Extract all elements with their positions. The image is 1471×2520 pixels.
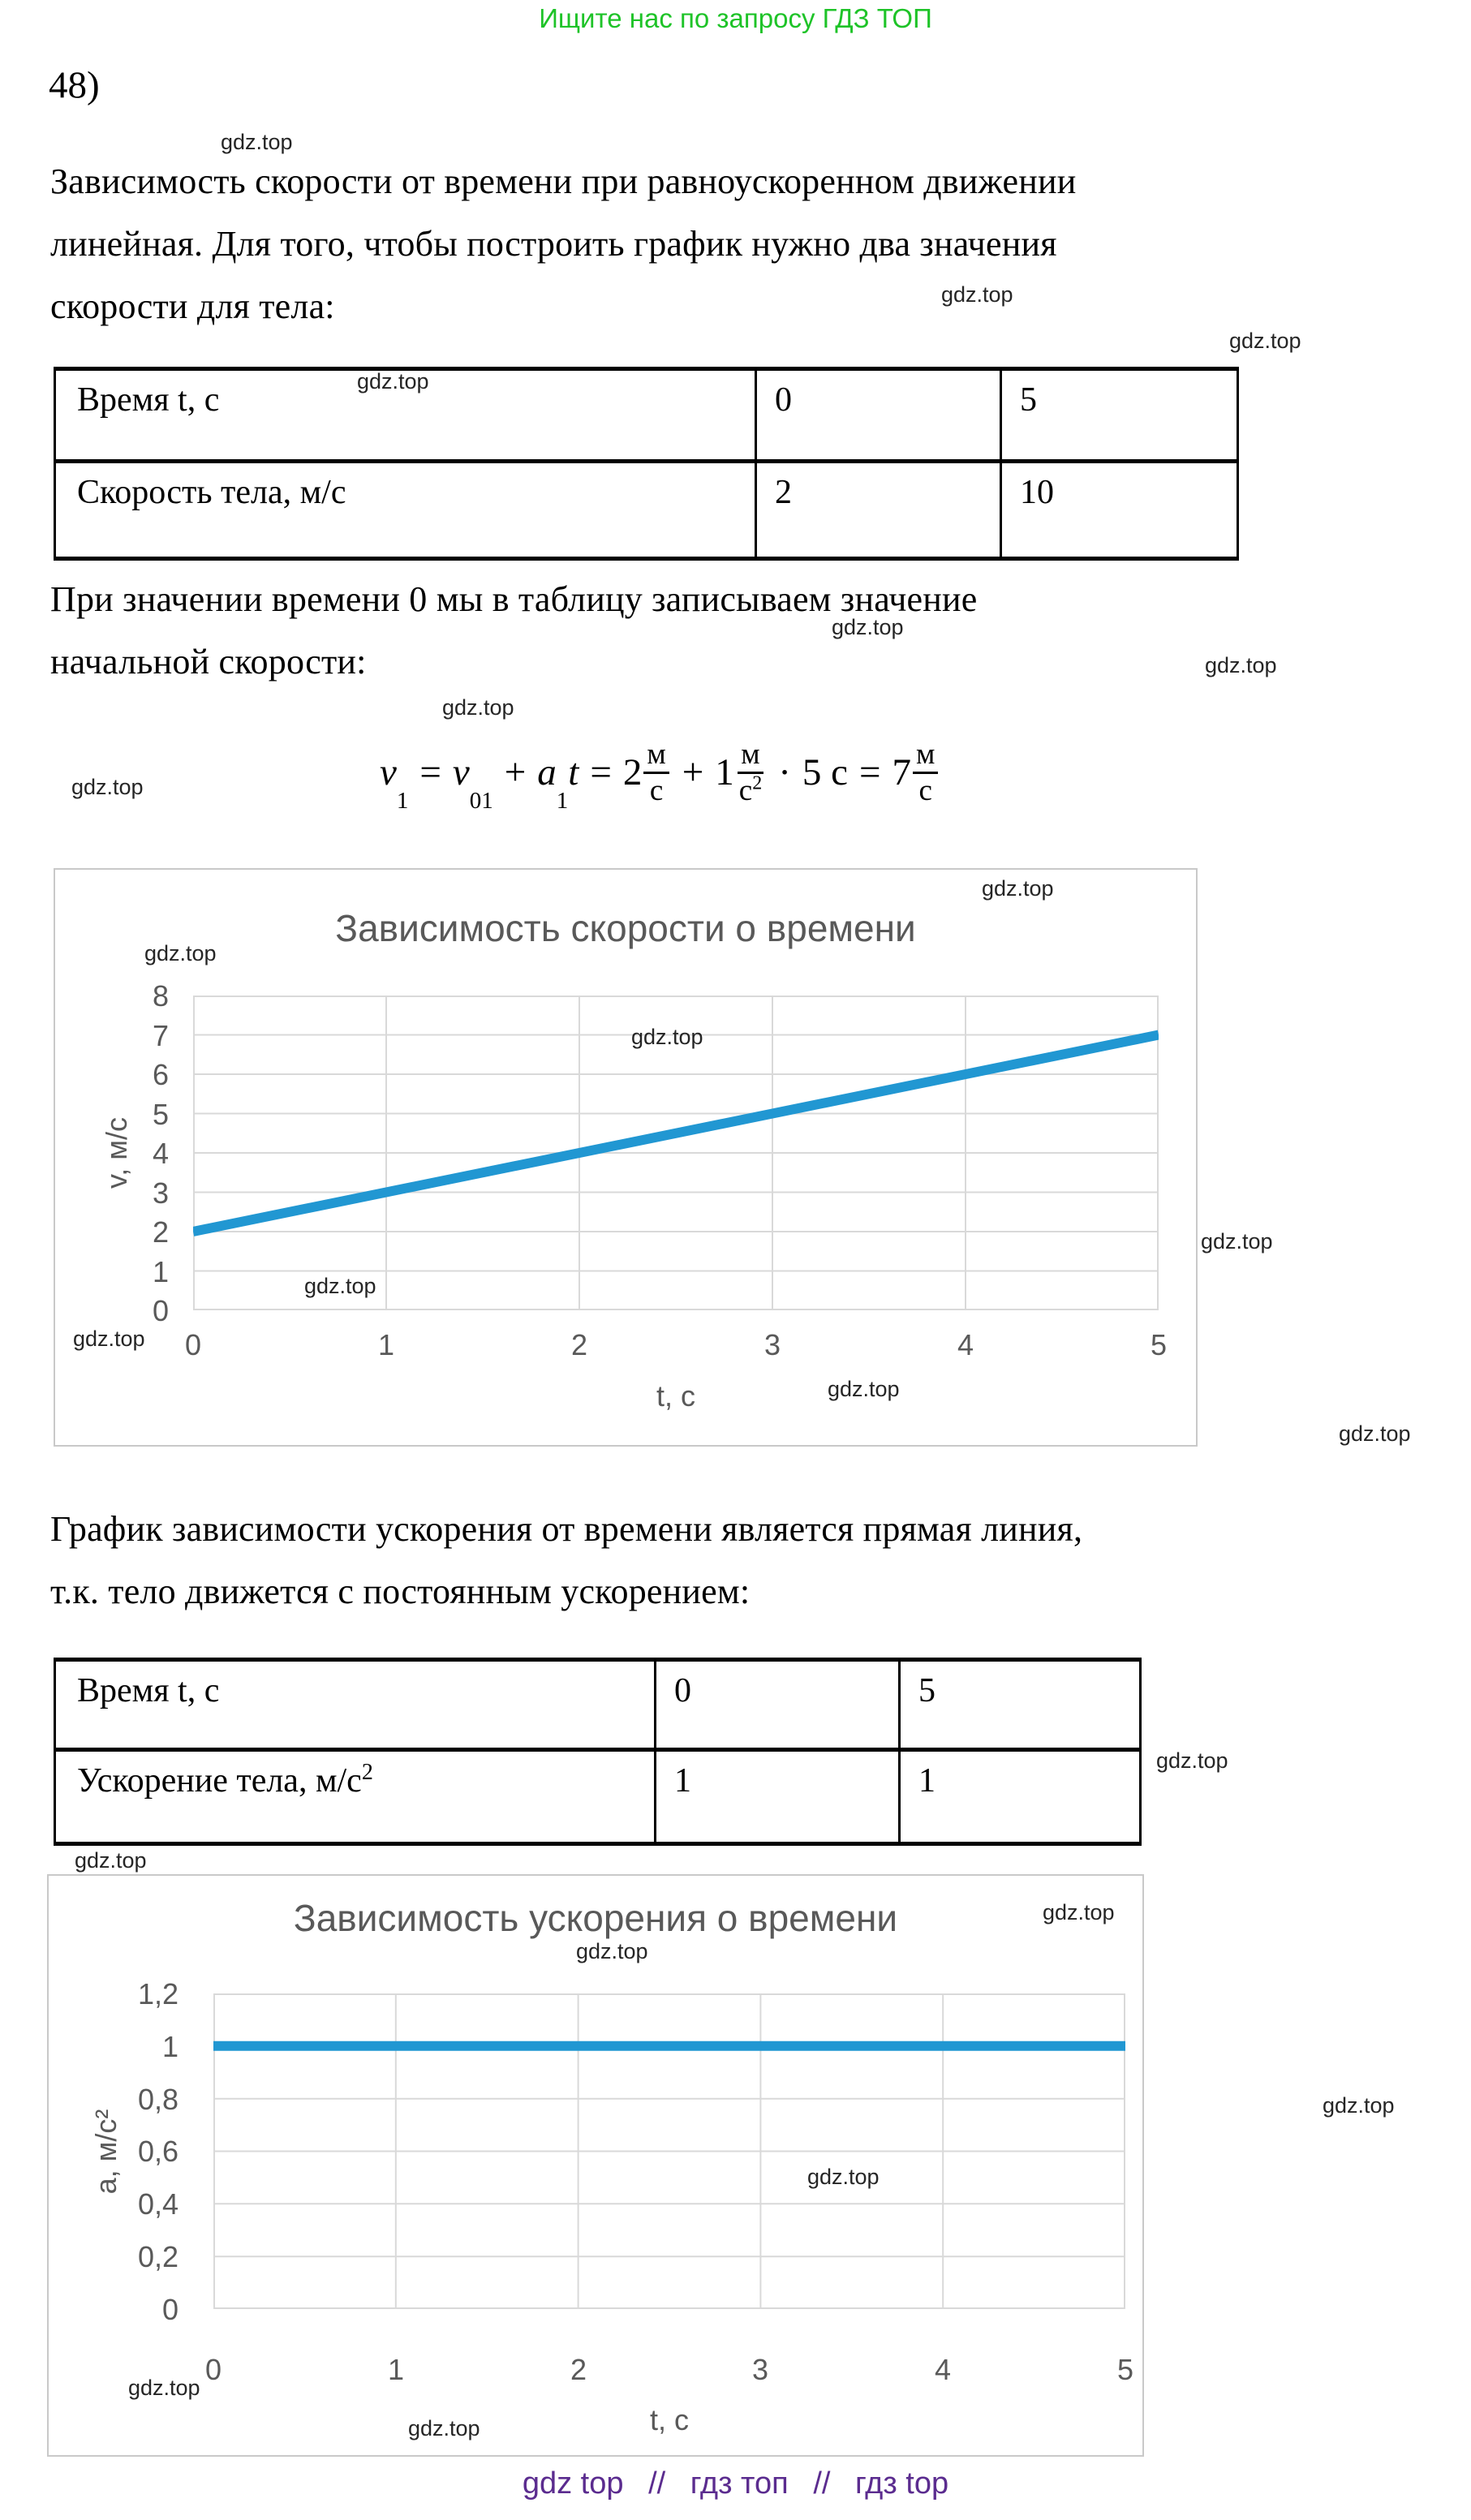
fraction-numerator: м (738, 738, 763, 774)
watermark: gdz.top (71, 775, 144, 799)
table-cell-time-label: Время t, с (56, 371, 757, 459)
xtick: 5 (1150, 1328, 1168, 1361)
xtick: 4 (957, 1328, 974, 1361)
watermark: gdz.top (357, 369, 429, 393)
footer-links (0, 2466, 1471, 2501)
label-superscript: 2 (361, 1760, 373, 1785)
ytick: 0 (161, 2293, 178, 2326)
velocity-x-axis-title: t, с (656, 1379, 695, 1413)
velocity-table (54, 367, 1239, 561)
paragraph-line: скорости для тела: (50, 286, 335, 326)
table-row (56, 1662, 1139, 1752)
ytick: 0,8 (137, 2083, 178, 2116)
gridlines (213, 1993, 1125, 2309)
footer-link-gdz-top[interactable]: gdz top (522, 2466, 624, 2501)
watermark: gdz.top (1156, 1748, 1228, 1773)
formula-time-term: 5 с (802, 751, 849, 793)
ytick: 1 (152, 1255, 169, 1288)
paragraph-line: линейная. Для того, чтобы построить график нужно два значения (50, 224, 1057, 264)
formula-var-t: t (568, 751, 579, 793)
formula-equals: = (590, 751, 612, 793)
ytick: 8 (152, 979, 169, 1013)
table-cell-acceleration-label: Ускорение тела, $м/с^2$ (56, 1752, 656, 1842)
watermark: gdz.top (1229, 329, 1301, 353)
table-cell-time-5: 5 (1020, 381, 1037, 419)
problem-number: 48) (49, 64, 100, 106)
watermark: gdz.top (1323, 2093, 1395, 2118)
fraction-numerator: м (643, 738, 669, 774)
paragraph-intro (50, 150, 1077, 338)
watermark: gdz.top (828, 1377, 900, 1401)
table-row (56, 463, 1237, 557)
velocity-line (193, 1035, 1159, 1232)
table-cell-acceleration-0: 1 (656, 1752, 901, 1842)
formula-var-v0: v (452, 751, 470, 793)
watermark: gdz.top (941, 282, 1013, 307)
formula-plus: + (504, 751, 527, 793)
ytick: 4 (152, 1137, 169, 1170)
acceleration-plot-area (213, 1993, 1125, 2309)
fraction-m-per-s (913, 738, 938, 808)
formula-plus: + (682, 751, 704, 793)
velocity-formula (380, 716, 940, 829)
watermark: gdz.top (221, 130, 293, 154)
xtick: 2 (570, 2353, 587, 2386)
formula-sub: 1 (396, 788, 409, 814)
watermark: gdz.top (75, 1848, 147, 1873)
formula-coef: 2 (622, 751, 643, 793)
formula-dot: · (778, 751, 791, 793)
footer-link-gdz-top-cyrillic[interactable]: гдз топ (690, 2466, 789, 2501)
table-cell-velocity-5: 10 (1020, 474, 1054, 511)
velocity-chart-title: Зависимость скорости о времени (335, 907, 916, 949)
footer-separator: // (648, 2466, 666, 2501)
ytick: 7 (152, 1019, 169, 1052)
xtick: 3 (763, 1328, 781, 1361)
formula-sub: 01 (469, 788, 493, 814)
ytick: 6 (152, 1058, 169, 1091)
table-cell-velocity-label: Скорость тела, м/с (56, 463, 757, 557)
fraction-denominator: $с^2$ (738, 772, 763, 807)
ytick: 0,2 (137, 2240, 178, 2273)
watermark: gdz.top (408, 2416, 480, 2440)
ytick: 0,4 (137, 2187, 178, 2221)
promo-header: Ищите нас по запросу ГДЗ ТОП (539, 3, 932, 33)
table-cell-velocity-0: 2 (757, 463, 1002, 557)
fraction-numerator: м (913, 738, 938, 774)
fraction-denominator-sup: 2 (752, 772, 763, 794)
xtick: 3 (751, 2353, 769, 2386)
footer-link-gdz-top-mixed[interactable]: гдз top (855, 2466, 949, 2501)
table-cell-time-5: 5 (918, 1672, 936, 1709)
paragraph-line: начальной скорости: (50, 642, 367, 682)
watermark: gdz.top (807, 2165, 880, 2189)
xtick: 1 (387, 2353, 405, 2386)
xtick: 0 (204, 2353, 222, 2386)
formula-equals: = (859, 751, 881, 793)
watermark: gdz.top (304, 1274, 376, 1298)
table-row (56, 371, 1237, 463)
velocity-y-axis-title: v, м/с (100, 1116, 133, 1189)
paragraph-line: Зависимость скорости от времени при равноускоренном движении (50, 161, 1077, 201)
watermark: gdz.top (631, 1025, 703, 1049)
acceleration-y-axis-title: а, м/с² (89, 2109, 123, 2195)
ytick: 1,2 (137, 1977, 178, 2010)
table-row (56, 1752, 1139, 1842)
formula-result: 7 (892, 751, 912, 793)
footer-separator: // (813, 2466, 831, 2501)
acceleration-chart-title: Зависимость ускорения о времени (293, 1897, 898, 1939)
fraction-m-per-s (643, 738, 669, 808)
formula-var-v: v (380, 751, 397, 793)
xtick: 2 (570, 1328, 588, 1361)
acceleration-x-axis-title: t, с (649, 2403, 689, 2436)
paragraph-acceleration (50, 1498, 1082, 1623)
ytick: 1 (161, 2030, 178, 2063)
xtick: 4 (934, 2353, 952, 2386)
table-cell-time-0: 0 (757, 371, 1002, 459)
formula-var-a: a (537, 751, 557, 793)
fraction-denominator: с (649, 773, 664, 807)
paragraph-line: График зависимости ускорения от времени является прямая линия, (50, 1509, 1083, 1549)
table-cell-time-0: 0 (656, 1662, 901, 1748)
watermark: gdz.top (144, 941, 217, 965)
formula-sub: 1 (556, 788, 569, 814)
xtick: 5 (1116, 2353, 1134, 2386)
watermark: gdz.top (982, 876, 1054, 901)
watermark: gdz.top (1043, 1900, 1115, 1924)
ytick: 0,6 (137, 2135, 178, 2168)
watermark: gdz.top (1201, 1229, 1273, 1254)
table-cell-time-label: Время t, с (56, 1662, 656, 1748)
ytick: 2 (152, 1215, 169, 1249)
formula-coef: 1 (715, 751, 734, 793)
watermark: gdz.top (442, 695, 514, 720)
paragraph-line: т.к. тело движется с постоянным ускорением: (50, 1572, 751, 1611)
fraction-m-per-s2 (736, 738, 765, 808)
ytick: 5 (152, 1098, 169, 1131)
fraction-denominator: с (918, 773, 932, 807)
watermark: gdz.top (1339, 1421, 1411, 1446)
velocity-chart (54, 868, 1198, 1447)
ytick: 3 (152, 1176, 169, 1210)
watermark: gdz.top (128, 2376, 200, 2400)
acceleration-table (54, 1658, 1142, 1846)
xtick: 0 (184, 1328, 202, 1361)
watermark: gdz.top (832, 615, 904, 639)
watermark: gdz.top (1205, 653, 1277, 677)
xtick: 1 (377, 1328, 395, 1361)
watermark: gdz.top (73, 1327, 145, 1351)
formula-equals: = (419, 751, 441, 793)
watermark: gdz.top (576, 1939, 648, 1963)
table-cell-acceleration-5: 1 (918, 1762, 936, 1800)
paragraph-line: При значении времени 0 мы в таблицу записываем значение (50, 579, 978, 619)
ytick: 0 (152, 1294, 169, 1327)
